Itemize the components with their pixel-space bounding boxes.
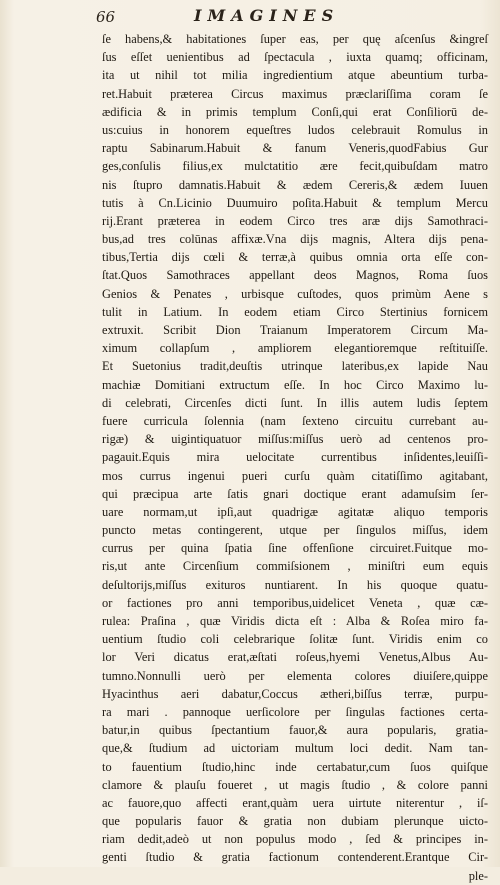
text-line: ſe habens,& habitationes ſuper eas, per quę aſcenſus &ingreſ	[102, 32, 488, 46]
text-line: ges,conſulis filius,ex mulctatitio ære fecit,quibuſdam matro	[102, 159, 488, 174]
text-line: tumno.Nonnulli uerò per elementa colores diuiſere,quippe	[102, 668, 488, 683]
text-line: clamore & plauſu foueret , ut magis ſtudio , & colore panni	[102, 777, 488, 792]
text-line: ſtat.Quos Samothraces appellant deos Magnos, Roma ſuos	[102, 268, 488, 283]
text-body	[102, 30, 488, 885]
text-line: Et Suetonius tradit,deuſtis utrinque lateribus,ex lapide Nau	[102, 359, 488, 374]
text-line: tulit in Latium. In eodem etiam Circo Stertinius fornicem	[102, 304, 488, 319]
text-line: or factiones pro anni temporibus,uidelicet Veneta , quæ cæ-	[102, 595, 488, 610]
text-line: ximum collapſum , ampliorem elegantioremque reſtituiſſe.	[102, 341, 488, 356]
text-line: que,& ſtudium ad uictoriam multum loci dedit. Nam tan-	[102, 741, 488, 756]
text-line: ra mari . pannoque uerſicolore per ſingulas factiones certa-	[102, 704, 488, 719]
text-line: nis ſtupro damnatis.Habuit & ædem Cereris,& ædem Iuuen	[102, 177, 488, 192]
text-line: currus per quina ſpatia ſine offenſione circuiret.Fuitque mo-	[102, 541, 488, 556]
page-number: 66	[96, 8, 116, 26]
text-line: fuere curricula ſolennia (nam ſexteno circuitu currebant au-	[102, 413, 488, 428]
text-line: di celebrati, Circenſes dicti ſunt. In illis autem ludis ſeptem	[102, 395, 488, 410]
running-title: IMAGINES	[194, 6, 340, 25]
text-line: lor Veri dicatus erat,æſtati roſeus,hyemi Venetus,Albus Au-	[102, 650, 488, 665]
text-line: ædificia & in primis templum Conſi,qui erat Conſiliorū de-	[102, 104, 488, 119]
text-line: ris,ut ante Circenſium commiſsionem , miniſtri eum equis	[102, 559, 488, 574]
text-line: rulea: Praſina , quæ Viridis dicta eſt : Alba & Roſea miro fa-	[102, 614, 488, 628]
text-line: ita ut nihil tot milia ingredientium atque abeuntium turba-	[102, 68, 488, 83]
text-line: Hyacinthus aeri dabatur,Coccus ætheri,biſſus terræ, purpu-	[102, 686, 488, 701]
text-line: Genios & Penates , urbisque cuſtodes, quos primùm Aene s	[102, 286, 488, 301]
text-line: bus,ad tres colūnas affixæ.Vna dijs magnis, Altera dijs pena-	[102, 232, 488, 247]
text-line: uentium ſtudio coli celebrarique ſolitæ ſunt. Viridis enim co	[102, 632, 488, 647]
text-line: batur,in quibus ſpectantium fauor,& aura popularis, gratia-	[102, 723, 488, 738]
text-line: riam dedit,adeò ut non populus modo , ſed & principes in-	[102, 832, 488, 847]
text-line: machiæ Domitiani extructum eſſe. In hoc Circo Maximo lu-	[102, 377, 488, 392]
text-line: tutis à Cn.Licinio Duumuiro poſita.Habuit & templum Mercu	[102, 195, 488, 210]
text-line: rij.Erant præterea in eodem Circo tres aræ dijs Samothraci-	[102, 213, 488, 228]
text-line: extruxit. Scribit Dion Traianum Imperatorem Circum Ma-	[102, 323, 488, 337]
text-line: to fauentium ſtudio,hinc inde certabatur,cum ſuos quiſque	[102, 759, 488, 774]
text-line: raptu Sabinarum.Habuit & fanum Veneris,quodFabius Gur	[102, 141, 488, 156]
text-line: puncto metas contingerent, utque per ſingulos miſſus, idem	[102, 523, 488, 538]
text-line: rigæ) & uigintiquatuor miſſus:miſſus uerò ad centenos pro-	[102, 432, 488, 447]
text-line: ret.Habuit præterea Circus maximus præclariſſima coram ſe	[102, 86, 488, 101]
text-line: deſultorijs,miſſus exituros nuntiarent. In his quoque quatu-	[102, 577, 488, 592]
page-header	[96, 6, 476, 30]
text-line: qui præcipua arte ſatis gnari doctique erant adamuſsim ſer-	[102, 486, 488, 501]
text-line: genti ſtudio & gratia factionum contenderent.Erantque Cir-	[102, 850, 488, 865]
text-line: tibus,Tertia dijs cœli & terræ,à quibus omnia orta eſſe con-	[102, 250, 488, 265]
text-line: uare normam,ut ipſi,aut quadrigæ agitatæ aliquo temporis	[102, 504, 488, 519]
text-line: us:cuius in honorem equeſtres ludos celebrauit Romulus in	[102, 122, 488, 137]
text-line: que popularis fauor & gratia non dubiam plerunque uicto-	[102, 814, 488, 829]
text-line: mos currus ingenui pueri curſu quàm citatiſſimo agitabant,	[102, 468, 488, 483]
text-line: ac fauore,quo affecti erant,quàm uera uirtute niterentur , iſ-	[102, 795, 488, 810]
text-line: ſus eſſet uenientibus ad ſpectacula , iuxta quamq; officinam,	[102, 50, 488, 65]
catchword: ple-	[468, 868, 488, 883]
text-line: pagauit.Equis mira uelocitate currentibus inſidentes,leuiſſi-	[102, 450, 488, 465]
